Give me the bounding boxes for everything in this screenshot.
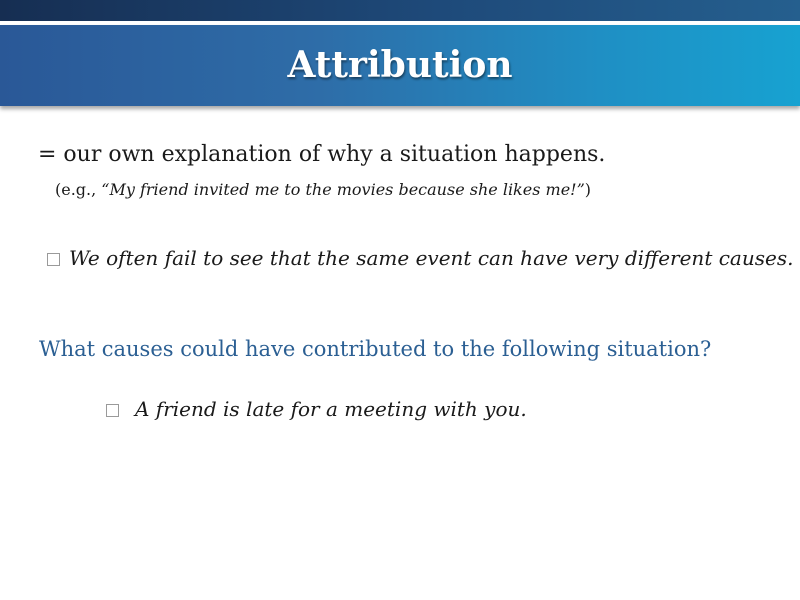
slide-title: Attribution [287, 44, 513, 86]
answer-bullet-line [106, 397, 527, 421]
example-quote: “My friend invited me to the movies because she likes me!” [101, 180, 585, 199]
example-text [55, 180, 591, 199]
example-prefix: (e.g., [55, 180, 102, 199]
question-text: What causes could have contributed to the following situation? [39, 337, 712, 361]
example-suffix: ) [584, 180, 592, 199]
definition-text: = our own explanation of why a situation happens. [38, 142, 606, 167]
note-bullet-line [47, 246, 793, 270]
title-bar [0, 25, 800, 106]
box-bullet-icon [106, 404, 119, 417]
answer-text: A friend is late for a meeting with you. [135, 397, 527, 421]
top-decorative-strip [0, 0, 800, 21]
box-bullet-icon [47, 253, 60, 266]
note-text: We often fail to see that the same event can have very different causes. [69, 246, 794, 270]
